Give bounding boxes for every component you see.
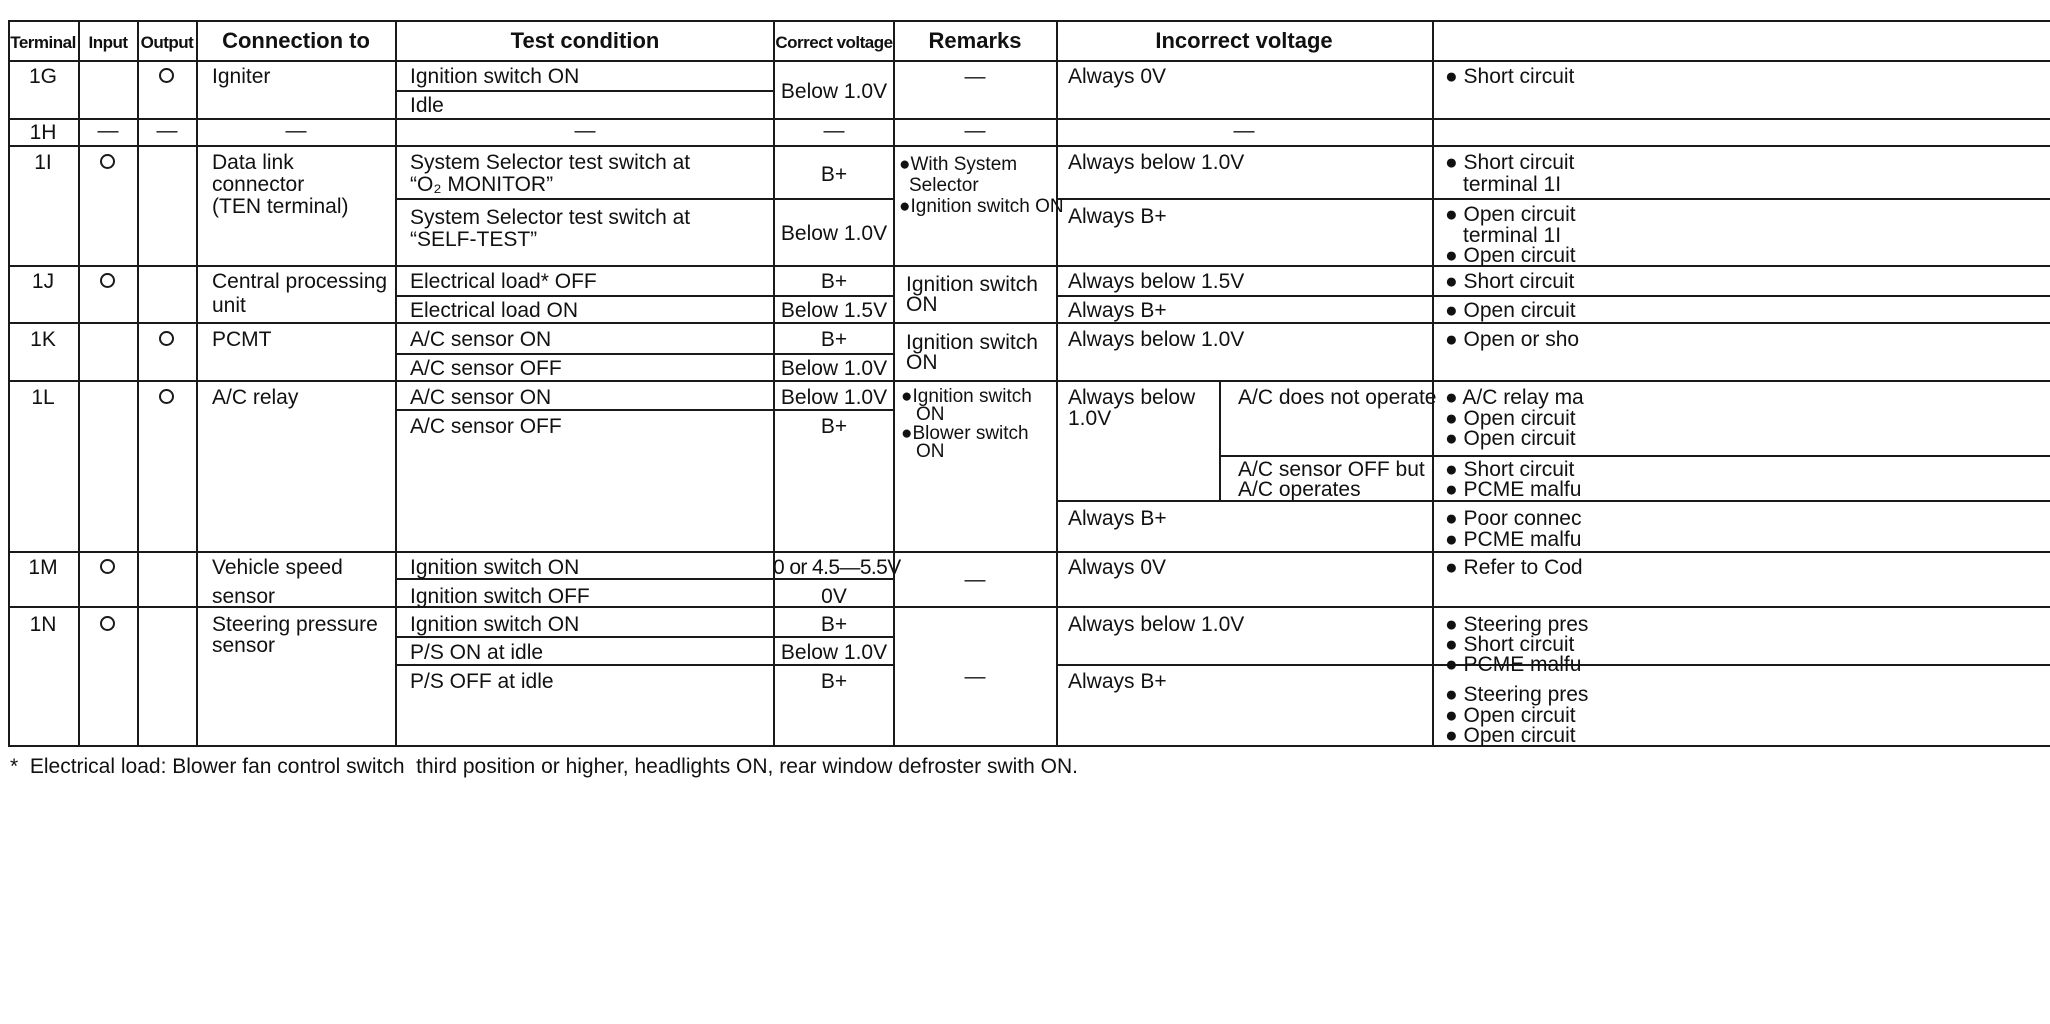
cause-line: ● Steering pres [1445,613,1589,636]
voltage-cell: Below 1.5V [780,299,888,322]
test-condition-cell: P/S ON at idle [410,641,544,664]
cause-text: PCME malfu [1463,653,1582,676]
remarks-text: Ignition switch ON [910,196,1064,217]
table-border-bottom [8,745,2050,747]
test-condition-cell: P/S OFF at idle [410,670,554,693]
test-condition-cell: — [574,119,596,142]
cause-line: ● Open circuit [1445,299,1576,322]
cause-text: Short circuit [1463,458,1575,481]
header-remarks: Remarks [928,28,1022,53]
column-divider [137,20,139,747]
terminal-cell: 1M [28,556,58,579]
connection-line: sensor [212,585,276,608]
cause-text: Open circuit [1463,407,1576,430]
column-divider [78,20,80,747]
cause-text: Open circuit [1463,299,1576,322]
terminal-cell: 1H [29,121,57,144]
cause-text: Short circuit [1463,65,1575,88]
cause-text: Open circuit [1463,427,1576,450]
voltage-cell: B+ [820,328,848,351]
test-condition-cell: A/C sensor ON [410,386,552,409]
connection-line: (TEN terminal) [212,195,349,218]
voltage-cell: Below 1.0V [780,357,888,380]
connection-line: connector [212,173,305,196]
cell-divider [397,295,894,297]
voltage-cell: 0V [821,585,847,608]
voltage-cell: B+ [820,415,848,438]
cause-text: A/C relay ma [1462,386,1584,409]
test-condition-cell: A/C sensor ON [410,328,552,351]
incorrect-voltage-cell: Always B+ [1068,670,1167,693]
output-marker-icon [159,68,174,83]
cause-line: terminal 1I [1463,173,1562,196]
input-marker-icon [100,559,115,574]
cause-text: Short circuit [1463,270,1575,293]
incorrect-voltage-cell: Always B+ [1068,205,1167,228]
cause-text: Open circuit [1463,244,1576,267]
symptom-line: A/C sensor OFF but [1238,458,1425,481]
incorrect-voltage-line: Always below [1068,386,1196,409]
cause-line: ● Short circuit [1445,270,1575,293]
header-divider [8,60,2050,62]
cause-text: Short circuit [1463,151,1575,174]
remarks-line: ON [916,404,945,425]
output-marker-icon [159,331,174,346]
cause-line: ● A/C relay ma [1445,386,1584,409]
column-divider [196,20,198,747]
header-output: Output [140,33,194,52]
test-condition-cell: Ignition switch ON [410,65,580,88]
remarks-cell: — [964,568,986,591]
terminal-cell: 1N [29,613,57,636]
row-divider [8,380,2050,382]
test-condition-line: “O₂ MONITOR” [410,173,554,196]
row-divider [8,606,2050,608]
input-marker-icon [100,154,115,169]
incorrect-voltage-line: 1.0V [1068,407,1112,430]
cause-text: Short circuit [1463,633,1575,656]
row-divider [8,322,2050,324]
column-divider [1056,20,1058,747]
remarks-cell: — [964,65,986,88]
terminal-cell: 1L [31,386,55,409]
input-cell: — [97,119,119,142]
cause-line: ● Poor connec [1445,507,1582,530]
remarks-cell: — [964,119,986,142]
header-test-condition: Test condition [510,28,660,53]
voltage-cell: B+ [820,163,848,186]
header-input: Input [88,33,128,52]
connection-line: sensor [212,634,276,657]
test-condition-cell: A/C sensor OFF [410,357,562,380]
input-marker-icon [100,616,115,631]
table-border-top [8,20,2050,22]
remarks-line: ON [906,351,938,374]
test-condition-cell: Idle [410,94,444,117]
connection-line: Steering pressure [212,613,378,636]
cause-line: ● PCME malfu [1445,653,1582,676]
incorrect-voltage-cell: Always 0V [1068,556,1167,579]
cause-cell: ● Short circuit [1445,65,1575,88]
test-condition-cell: A/C sensor OFF [410,415,562,438]
remarks-line: ON [906,293,938,316]
cause-line: terminal 1I [1463,224,1562,247]
cause-line: ● Open circuit [1445,704,1576,727]
cause-line: ● Open circuit [1445,427,1576,450]
column-divider [773,20,775,747]
output-marker-icon [159,389,174,404]
voltage-cell: Below 1.0V [780,386,888,409]
test-condition-cell: Ignition switch OFF [410,585,590,608]
cause-text: PCME malfu [1463,478,1582,501]
cause-line: ● PCME malfu [1445,528,1582,551]
cause-text: Poor connec [1463,507,1582,530]
remarks-line: Ignition switch [906,331,1038,354]
header-terminal: Terminal [10,33,76,52]
cause-line: ● Open circuit [1445,724,1576,747]
row-divider [8,551,2050,553]
cause-text: Open circuit [1463,203,1576,226]
cause-line: ● Short circuit [1445,151,1575,174]
remarks-line: ON [916,441,945,462]
cause-text: Open circuit [1463,724,1576,747]
test-condition-cell: Ignition switch ON [410,613,580,636]
connection-cell: Igniter [212,65,271,88]
incorrect-voltage-cell: Always below 1.0V [1068,328,1245,351]
column-divider [1432,20,1434,747]
remarks-line: ●Ignition switch ON [899,196,1064,217]
voltage-cell: Below 1.0V [780,641,888,664]
cause-line: ● PCME malfu [1445,478,1582,501]
symptom-line: A/C operates [1238,478,1361,501]
voltage-cell: — [823,119,845,142]
test-condition-cell: Electrical load ON [410,299,579,322]
remarks-text: With System [910,154,1018,175]
cell-divider [397,198,894,200]
incorrect-voltage-cell: Always below 1.5V [1068,270,1245,293]
test-condition-line: “SELF-TEST” [410,228,538,251]
voltage-cell: 0 or 4.5—5.5V [773,556,901,579]
voltage-cell: B+ [820,670,848,693]
symptom-cell: A/C does not operate [1238,386,1437,409]
cause-text: Steering pres [1463,613,1589,636]
remarks-line: Ignition switch [906,273,1038,296]
cause-line: ● Open or sho [1445,328,1580,351]
output-cell: — [156,119,178,142]
cell-divider [1058,295,2050,297]
remarks-line: ●Blower switch [901,423,1029,444]
remarks-text: Ignition switch [912,386,1032,407]
cause-text: Open or sho [1463,328,1580,351]
row-divider [8,118,2050,120]
cell-divider [1058,198,2050,200]
header-incorrect-voltage: Incorrect voltage [1155,28,1333,53]
row-divider [8,145,2050,147]
connection-cell: PCMT [212,328,272,351]
cause-text: Open circuit [1463,704,1576,727]
cell-divider [397,353,894,355]
sub-column-divider [1219,380,1221,500]
terminal-cell: 1J [31,270,55,293]
test-condition-cell: Electrical load* OFF [410,270,597,293]
terminal-cell: 1I [34,151,52,174]
cause-line: ● Short circuit [1445,633,1575,656]
cause-text: PCME malfu [1463,528,1582,551]
column-divider [893,20,895,747]
terminal-cell: 1K [30,328,56,351]
cause-text: Refer to Cod [1463,556,1583,579]
remarks-line: Selector [909,175,979,196]
incorrect-voltage-cell: Always 0V [1068,65,1167,88]
cause-line: ● Steering pres [1445,683,1589,706]
incorrect-voltage-cell: — [1233,119,1255,142]
header-correct-voltage: Correct voltage [775,33,893,52]
connection-cell: — [285,119,307,142]
incorrect-voltage-cell: Always B+ [1068,299,1167,322]
remarks-line: ●With System [899,154,1018,175]
footnote: * Electrical load: Blower fan control switch third position or higher, headlights ON, rear window defroster swith ON. [10,755,1078,778]
column-divider [395,20,397,747]
voltage-cell: Below 1.0V [780,80,888,103]
cause-line: ● Open circuit [1445,244,1576,267]
test-condition-line: System Selector test switch at [410,151,691,174]
incorrect-voltage-cell: Always B+ [1068,507,1167,530]
input-marker-icon [100,273,115,288]
connection-line: unit [212,294,246,317]
cell-divider [397,90,774,92]
table-border-left [8,20,10,747]
connection-line: Data link [212,151,294,174]
terminal-cell: 1G [28,65,58,88]
header-connection: Connection to [222,28,370,53]
voltage-cell: Below 1.0V [780,222,888,245]
remarks-cell: — [964,665,986,688]
voltage-cell: B+ [820,613,848,636]
cause-line: ● Open circuit [1445,203,1576,226]
voltage-cell: B+ [820,270,848,293]
connection-line: Vehicle speed [212,556,343,579]
test-condition-line: System Selector test switch at [410,206,691,229]
cause-text: Steering pres [1463,683,1589,706]
test-condition-cell: Ignition switch ON [410,556,580,579]
connection-line: Central processing [212,270,388,293]
cause-line: ● Open circuit [1445,407,1576,430]
incorrect-voltage-cell: Always below 1.0V [1068,613,1245,636]
incorrect-voltage-cell: Always below 1.0V [1068,151,1245,174]
connection-cell: A/C relay [212,386,299,409]
cause-line: ● Short circuit [1445,458,1575,481]
remarks-text: Blower switch [912,423,1029,444]
remarks-line: ●Ignition switch [901,386,1032,407]
cause-line: ● Refer to Cod [1445,556,1583,579]
row-divider [8,265,2050,267]
